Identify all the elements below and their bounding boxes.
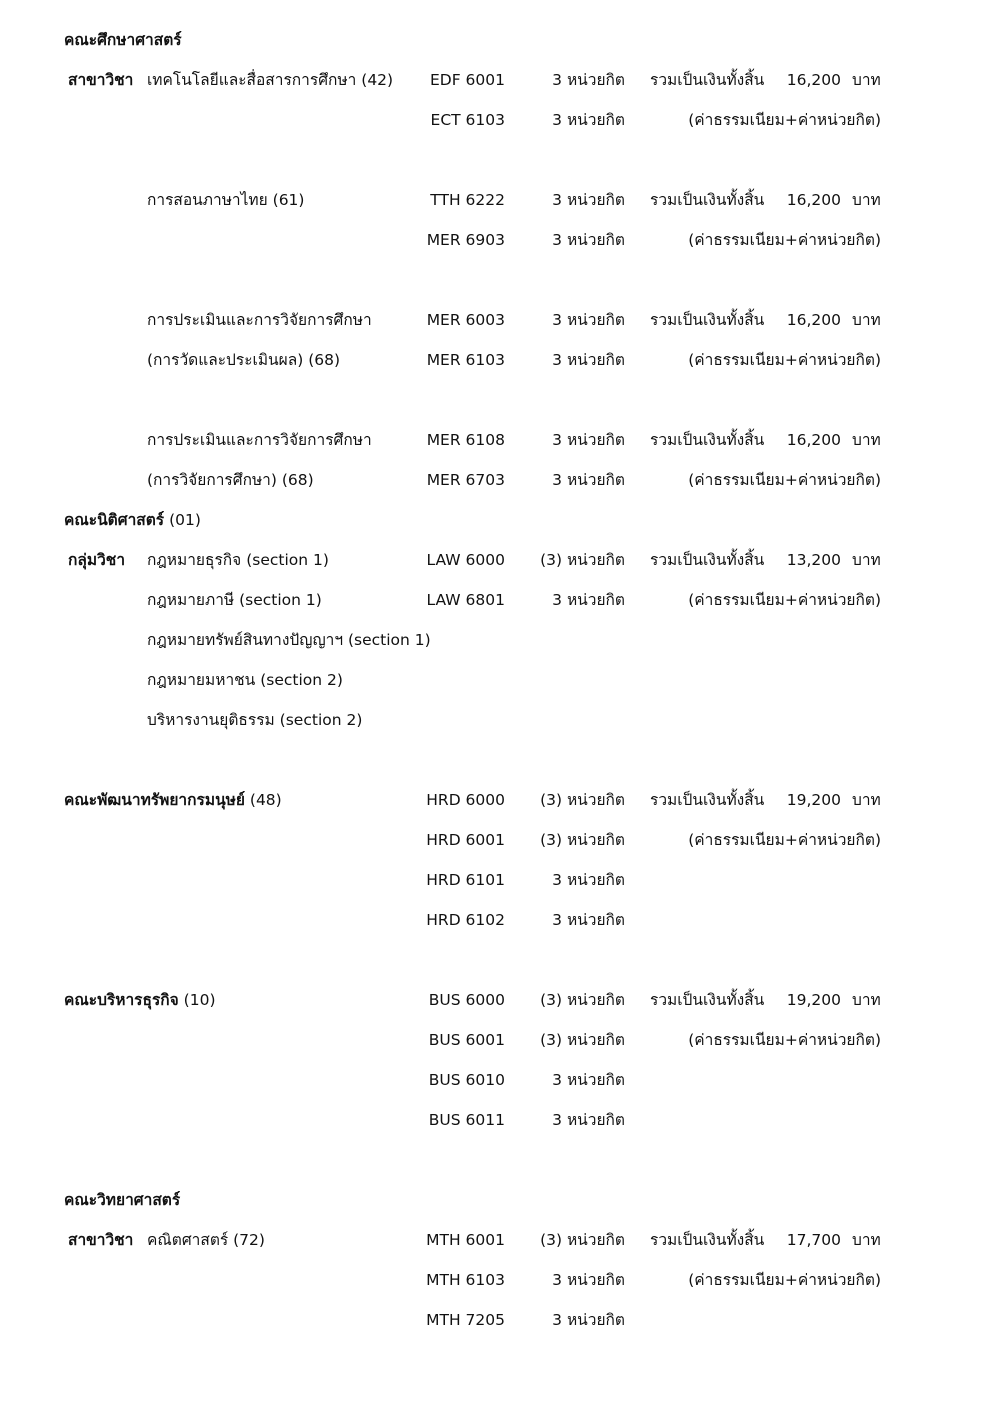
- fee-note: (ค่าธรรมเนียม+ค่าหน่วยกิต): [688, 351, 881, 369]
- fee-note: (ค่าธรรมเนียม+ค่าหน่วยกิต): [688, 231, 881, 249]
- faculty-name: คณะนิติศาสตร์: [64, 511, 165, 529]
- faculty-code: (01): [164, 511, 201, 529]
- course-code: LAW 6000: [426, 551, 505, 569]
- currency-label: บาท: [852, 311, 881, 329]
- course-code: MTH 6001: [426, 1231, 505, 1249]
- faculty-heading: [64, 1190, 180, 1210]
- course-code: HRD 6001: [426, 831, 505, 849]
- course-credits: 3 หน่วยกิต: [552, 111, 625, 129]
- currency-label: บาท: [852, 71, 881, 89]
- group-label: สาขาวิชา: [68, 71, 134, 89]
- course-code: HRD 6102: [426, 911, 505, 929]
- course-credits: 3 หน่วยกิต: [552, 591, 625, 609]
- course-code: LAW 6801: [426, 591, 505, 609]
- course-code: BUS 6001: [428, 1031, 505, 1049]
- course-code: HRD 6101: [426, 871, 505, 889]
- total-amount: 16,200: [786, 311, 841, 329]
- subject-name: กฎหมายทรัพย์สินทางปัญญาฯ (section 1): [147, 631, 431, 649]
- total-label: รวมเป็นเงินทั้งสิ้น: [650, 431, 765, 449]
- fee-note: (ค่าธรรมเนียม+ค่าหน่วยกิต): [688, 471, 881, 489]
- course-credits: 3 หน่วยกิต: [552, 71, 625, 89]
- faculty-heading: [64, 990, 216, 1010]
- currency-label: บาท: [852, 791, 881, 809]
- faculty-name: คณะศึกษาศาสตร์: [64, 31, 182, 49]
- total-label: รวมเป็นเงินทั้งสิ้น: [650, 991, 765, 1009]
- subject-name: กฎหมายมหาชน (section 2): [147, 671, 343, 689]
- course-credits: (3) หน่วยกิต: [540, 1031, 625, 1049]
- total-label: รวมเป็นเงินทั้งสิ้น: [650, 311, 765, 329]
- course-credits: 3 หน่วยกิต: [552, 471, 625, 489]
- course-code: HRD 6000: [426, 791, 505, 809]
- faculty-code: (48): [244, 791, 282, 809]
- course-credits: 3 หน่วยกิต: [552, 311, 625, 329]
- course-credits: (3) หน่วยกิต: [540, 551, 625, 569]
- total-amount: 16,200: [786, 71, 841, 89]
- total-amount: 16,200: [786, 431, 841, 449]
- course-code: MER 6903: [426, 231, 505, 249]
- total-amount: 19,200: [786, 791, 841, 809]
- total-amount: 19,200: [786, 991, 841, 1009]
- course-code: MTH 6103: [426, 1271, 505, 1289]
- currency-label: บาท: [852, 551, 881, 569]
- total-label: รวมเป็นเงินทั้งสิ้น: [650, 191, 765, 209]
- faculty-heading: [64, 30, 182, 50]
- course-credits: 3 หน่วยกิต: [552, 231, 625, 249]
- subject-name: กฎหมายธุรกิจ (section 1): [147, 551, 329, 569]
- course-credits: 3 หน่วยกิต: [552, 191, 625, 209]
- total-label: รวมเป็นเงินทั้งสิ้น: [650, 551, 765, 569]
- course-credits: (3) หน่วยกิต: [540, 791, 625, 809]
- faculty-name: คณะวิทยาศาสตร์: [64, 1191, 181, 1209]
- total-amount: 16,200: [786, 191, 841, 209]
- course-credits: 3 หน่วยกิต: [552, 351, 625, 369]
- group-label: กลุ่มวิชา: [68, 551, 126, 569]
- course-code: BUS 6011: [428, 1111, 505, 1129]
- faculty-name: คณะพัฒนาทรัพยากรมนุษย์: [64, 791, 245, 809]
- group-label: สาขาวิชา: [68, 1231, 134, 1249]
- subject-name: คณิตศาสตร์ (72): [147, 1231, 265, 1249]
- course-code: BUS 6000: [428, 991, 505, 1009]
- fee-note: (ค่าธรรมเนียม+ค่าหน่วยกิต): [688, 591, 881, 609]
- total-label: รวมเป็นเงินทั้งสิ้น: [650, 1231, 765, 1249]
- subject-name: การประเมินและการวิจัยการศึกษา: [147, 431, 372, 449]
- course-credits: 3 หน่วยกิต: [552, 1111, 625, 1129]
- course-code: MER 6703: [426, 471, 505, 489]
- subject-name: เทคโนโลยีและสื่อสารการศึกษา (42): [147, 71, 394, 89]
- subject-name: การประเมินและการวิจัยการศึกษา: [147, 311, 372, 329]
- course-code: ECT 6103: [430, 111, 505, 129]
- fee-note: (ค่าธรรมเนียม+ค่าหน่วยกิต): [688, 1031, 881, 1049]
- course-code: BUS 6010: [428, 1071, 505, 1089]
- course-code: TTH 6222: [430, 191, 505, 209]
- currency-label: บาท: [852, 431, 881, 449]
- course-code: MER 6103: [426, 351, 505, 369]
- fee-note: (ค่าธรรมเนียม+ค่าหน่วยกิต): [688, 111, 881, 129]
- fee-note: (ค่าธรรมเนียม+ค่าหน่วยกิต): [688, 831, 881, 849]
- total-amount: 17,700: [786, 1231, 841, 1249]
- subject-name: บริหารงานยุติธรรม (section 2): [147, 711, 363, 729]
- course-credits: 3 หน่วยกิต: [552, 871, 625, 889]
- subject-name: กฎหมายภาษี (section 1): [147, 591, 322, 609]
- currency-label: บาท: [852, 991, 881, 1009]
- total-label: รวมเป็นเงินทั้งสิ้น: [650, 71, 765, 89]
- currency-label: บาท: [852, 191, 881, 209]
- faculty-heading: [64, 510, 201, 530]
- course-credits: (3) หน่วยกิต: [540, 831, 625, 849]
- subject-name: (การวิจัยการศึกษา) (68): [147, 471, 314, 489]
- total-label: รวมเป็นเงินทั้งสิ้น: [650, 791, 765, 809]
- course-credits: (3) หน่วยกิต: [540, 1231, 625, 1249]
- subject-name: (การวัดและประเมินผล) (68): [147, 351, 341, 369]
- course-credits: 3 หน่วยกิต: [552, 1071, 625, 1089]
- faculty-name: คณะบริหารธุรกิจ: [64, 991, 179, 1009]
- course-credits: (3) หน่วยกิต: [540, 991, 625, 1009]
- course-code: MTH 7205: [426, 1311, 505, 1329]
- faculty-code: (10): [178, 991, 216, 1009]
- subject-name: การสอนภาษาไทย (61): [147, 191, 305, 209]
- total-amount: 13,200: [786, 551, 841, 569]
- course-code: MER 6108: [426, 431, 505, 449]
- course-code: MER 6003: [426, 311, 505, 329]
- currency-label: บาท: [852, 1231, 881, 1249]
- course-credits: 3 หน่วยกิต: [552, 431, 625, 449]
- fee-note: (ค่าธรรมเนียม+ค่าหน่วยกิต): [688, 1271, 881, 1289]
- course-credits: 3 หน่วยกิต: [552, 1311, 625, 1329]
- course-credits: 3 หน่วยกิต: [552, 1271, 625, 1289]
- course-credits: 3 หน่วยกิต: [552, 911, 625, 929]
- course-code: EDF 6001: [429, 71, 505, 89]
